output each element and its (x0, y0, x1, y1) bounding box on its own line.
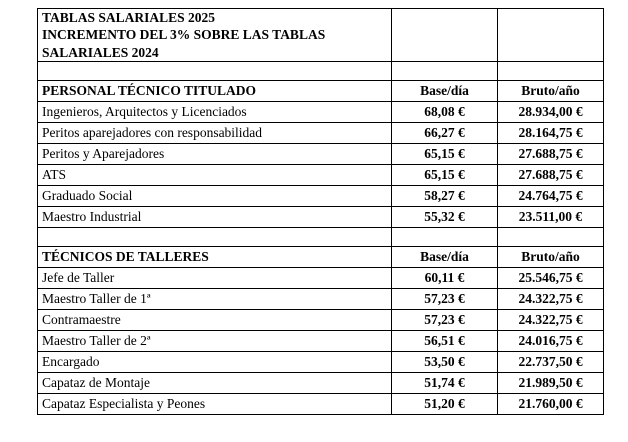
role-name: Encargado (38, 351, 392, 372)
role-name: Capataz Especialista y Peones (38, 393, 392, 414)
spacer-cell-name (38, 227, 392, 246)
role-bruto: 27.688,75 € (498, 143, 604, 164)
role-name: Maestro Taller de 2ª (38, 330, 392, 351)
role-name: Capataz de Montaje (38, 372, 392, 393)
role-bruto: 28.164,75 € (498, 122, 604, 143)
role-bruto: 24.764,75 € (498, 185, 604, 206)
role-bruto: 24.322,75 € (498, 309, 604, 330)
role-base: 68,08 € (392, 101, 498, 122)
role-name: Peritos y Aparejadores (38, 143, 392, 164)
section-title-tecnico-titulado: PERSONAL TÉCNICO TITULADO (38, 80, 392, 101)
table-row (38, 351, 604, 372)
spacer-cell-bruto (498, 61, 604, 80)
role-base: 51,20 € (392, 393, 498, 414)
role-base: 66,27 € (392, 122, 498, 143)
role-bruto: 27.688,75 € (498, 164, 604, 185)
spacer-cell-bruto (498, 227, 604, 246)
role-base: 51,74 € (392, 372, 498, 393)
role-base: 58,27 € (392, 185, 498, 206)
role-bruto: 21.760,00 € (498, 393, 604, 414)
section-header-row (38, 246, 604, 267)
table-row (38, 267, 604, 288)
title-row (38, 9, 604, 62)
role-base: 60,11 € (392, 267, 498, 288)
salary-table-body (38, 9, 604, 415)
role-base: 57,23 € (392, 288, 498, 309)
spacer-row-top (38, 61, 604, 80)
table-row (38, 288, 604, 309)
role-bruto: 24.016,75 € (498, 330, 604, 351)
table-row (38, 206, 604, 227)
title-line-3: SALARIALES 2024 (42, 44, 159, 60)
role-base: 56,51 € (392, 330, 498, 351)
title-blank-base (392, 9, 498, 62)
table-row (38, 122, 604, 143)
column-header-base-2: Base/día (392, 246, 498, 267)
section-title-tecnicos-talleres: TÉCNICOS DE TALLERES (38, 246, 392, 267)
role-bruto: 28.934,00 € (498, 101, 604, 122)
spacer-cell-base (392, 61, 498, 80)
role-bruto: 22.737,50 € (498, 351, 604, 372)
column-header-base-1: Base/día (392, 80, 498, 101)
table-row (38, 372, 604, 393)
role-base: 65,15 € (392, 164, 498, 185)
role-name: Jefe de Taller (38, 267, 392, 288)
salary-table (37, 8, 604, 415)
table-row (38, 393, 604, 414)
role-name: ATS (38, 164, 392, 185)
role-name: Maestro Industrial (38, 206, 392, 227)
table-row (38, 309, 604, 330)
column-header-bruto-2: Bruto/año (498, 246, 604, 267)
column-header-bruto-1: Bruto/año (498, 80, 604, 101)
role-base: 57,23 € (392, 309, 498, 330)
role-name: Ingenieros, Arquitectos y Licenciados (38, 101, 392, 122)
role-bruto: 23.511,00 € (498, 206, 604, 227)
role-name: Contramaestre (38, 309, 392, 330)
spacer-row-middle (38, 227, 604, 246)
table-row (38, 101, 604, 122)
spacer-cell-base (392, 227, 498, 246)
section-header-row (38, 80, 604, 101)
role-bruto: 24.322,75 € (498, 288, 604, 309)
document-title (38, 9, 392, 62)
role-bruto: 21.989,50 € (498, 372, 604, 393)
title-line-2: INCREMENTO DEL 3% SOBRE LAS TABLAS (42, 27, 326, 43)
table-row (38, 143, 604, 164)
role-name: Maestro Taller de 1ª (38, 288, 392, 309)
role-base: 53,50 € (392, 351, 498, 372)
role-bruto: 25.546,75 € (498, 267, 604, 288)
table-row (38, 185, 604, 206)
title-blank-bruto (498, 9, 604, 62)
table-row (38, 330, 604, 351)
role-name: Graduado Social (38, 185, 392, 206)
salary-tables-sheet (0, 8, 628, 442)
table-row (38, 164, 604, 185)
role-base: 55,32 € (392, 206, 498, 227)
role-base: 65,15 € (392, 143, 498, 164)
title-line-1: TABLAS SALARIALES 2025 (42, 10, 216, 25)
spacer-cell-name (38, 61, 392, 80)
role-name: Peritos aparejadores con responsabilidad (38, 122, 392, 143)
